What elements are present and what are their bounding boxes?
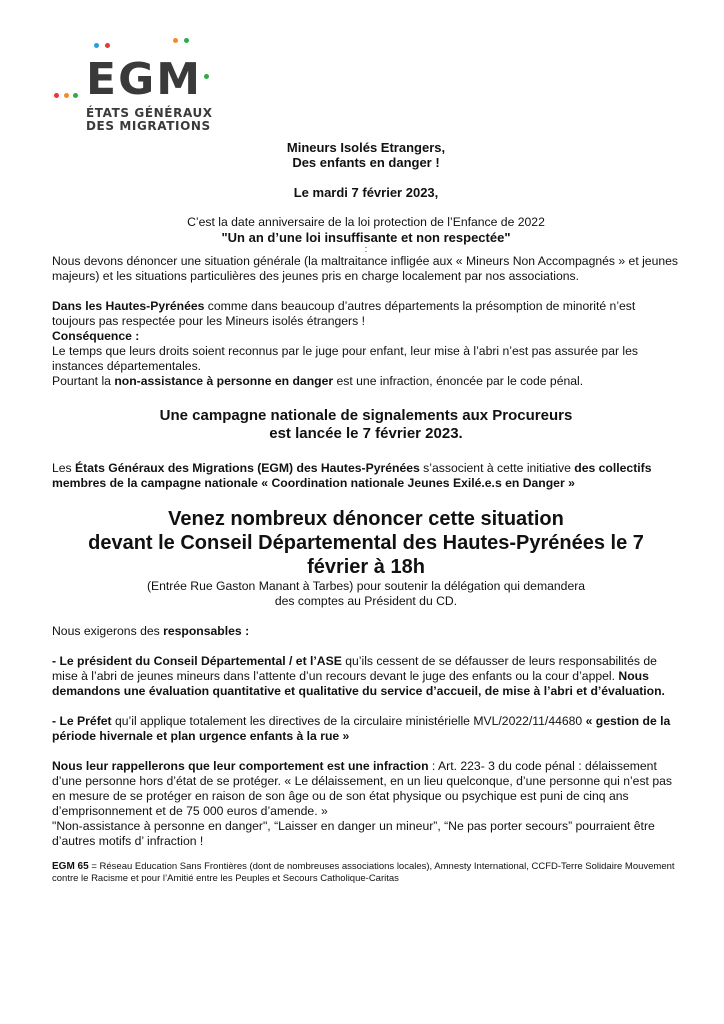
logo-dot-icon: [184, 38, 189, 43]
call-sub1: (Entrée Rue Gaston Manant à Tarbes) pour soutenir la délégation qui demandera: [146, 579, 586, 593]
logo-dot-icon: [204, 74, 209, 79]
hp-paragraph: [52, 299, 680, 329]
item2-text: qu’il applique totalement les directives de la circulaire ministérielle MVL/2022/11/44680: [111, 714, 586, 728]
reminder-paragraph: [52, 759, 680, 819]
item2-bold: - Le Préfet: [52, 714, 112, 728]
intro-paragraph: Nous devons dénoncer une situation générale (la maltraitance infligée aux « Mineurs Non Accompagnés » et jeunes majeurs) et les situations particulières des jeunes pris en charge localement par nos associations.: [52, 254, 679, 283]
footer-text: = Réseau Education Sans Frontières (dont de nombreuses associations locales), Amnesty International, CCFD-Terre Solidaire Mouvement contre le Racisme et pour l’Amitié entre les Peuples et Secours Catholique-Caritas: [52, 861, 675, 884]
reminder-text: : Art. 223- 3 du code pénal : délaissement d’une personne hors d’état de se protéger. « Le délaissement, en un lieu quelconque, d’une personne qui n’est pas en mesure de se protéger en raison de son âge ou de son état physique ou psychique est puni de cinq ans d’emprisonnement et de 75 000 euros d’amende. »: [52, 759, 672, 818]
logo-dot-icon: [94, 43, 99, 48]
campaign-line2: est lancée le 7 février 2023.: [269, 425, 463, 442]
assoc-bold1: États Généraux des Migrations (EGM) des Hautes-Pyrénées: [75, 461, 420, 475]
logo-letter-e: E: [86, 54, 119, 105]
assoc-pre: Les: [52, 461, 76, 475]
call-sub: [52, 579, 680, 609]
title-line2: Des enfants en danger !: [292, 155, 440, 170]
anniversary-line: C’est la date anniversaire de la loi protection de l’Enfance de 2022: [187, 215, 545, 229]
consequence-label: Conséquence :: [52, 329, 140, 343]
egm-assoc-paragraph: [52, 461, 680, 491]
event-date: Le mardi 7 février 2023,: [293, 185, 439, 200]
demand-item-2: [52, 714, 680, 744]
quote-line: "Un an d’une loi insuffisante et non respectée": [221, 230, 511, 245]
demands-intro: [52, 624, 680, 639]
campaign-heading: [52, 407, 680, 443]
logo-letter-g: G: [118, 54, 157, 105]
logo-line2: DES MIGRATIONS: [86, 119, 211, 133]
demand-item-1: [52, 654, 680, 699]
logo-dot-icon: [64, 93, 69, 98]
pourtant-bold: non-assistance à personne en danger: [114, 374, 334, 388]
item1-bold2: Nous demandons une évaluation quantitative et qualitative du service d’accueil, de mise à l’abri et d’évaluation.: [52, 669, 665, 698]
call-heading: [52, 507, 680, 579]
egm-logo: [52, 38, 222, 138]
logo-letter-m: M: [156, 54, 202, 105]
reminder-bold: Nous leur rappellerons que leur comportement est une infraction: [52, 759, 429, 773]
pourtant-line: [52, 374, 680, 389]
assoc-bold2: des collectifs membres de la campagne nationale « Coordination nationale Jeunes Exilé.e.s en Danger »: [52, 461, 652, 490]
hp-text: comme dans beaucoup d’autres départements la présomption de minorité n’est toujours pas respectée pour les Mineurs isolés étrangers !: [52, 299, 636, 328]
call-sub2: des comptes au Président du CD.: [274, 594, 458, 608]
item1-text: qu’ils cessent de se défausser de leurs responsabilités de mise à l’abri de jeunes mineurs dans l’attente d’un recours devant le juge des enfants ou la cour d’appel.: [52, 654, 657, 683]
call-line2: devant le Conseil Départemental des Hautes-Pyrénées le 7: [88, 532, 644, 554]
reminder-line2: "Non-assistance à personne en danger", “Laisser en danger un mineur”, “Ne pas porter secours” pourraient être d’autres motifs d’ infraction !: [52, 819, 655, 848]
call-line3: février à 18h: [307, 556, 425, 578]
assoc-mid: s’associent à cette initiative: [419, 461, 575, 475]
footer-bold: EGM 65: [52, 861, 89, 872]
pourtant-pre: Pourtant la: [52, 374, 115, 388]
demands-bold: responsables :: [163, 624, 250, 638]
demands-pre: Nous exigerons des: [52, 624, 164, 638]
logo-dot-icon: [173, 38, 178, 43]
logo-line1: ÉTATS GÉNÉRAUX: [86, 106, 213, 120]
pourtant-post: est une infraction, énoncée par le code pénal.: [333, 374, 584, 388]
campaign-line1: Une campagne nationale de signalements aux Procureurs: [159, 407, 573, 424]
logo-dot-icon: [105, 43, 110, 48]
consequence-text: Le temps que leurs droits soient reconnus par le juge pour enfant, leur mise à l’abri n’est pas assurée par les instances départementales.: [52, 344, 638, 373]
logo-dot-icon: [73, 93, 78, 98]
header-title: [52, 140, 680, 200]
item2-bold2: « gestion de la période hivernale et plan urgence enfants à la rue »: [52, 714, 671, 743]
call-line1: Venez nombreux dénoncer cette situation: [168, 508, 564, 530]
item1-bold: - Le président du Conseil Départemental / et l’ASE: [52, 654, 342, 668]
logo-dot-icon: [54, 93, 59, 98]
title-line1: Mineurs Isolés Etrangers,: [286, 140, 446, 155]
footer-note: [52, 861, 680, 885]
document-body: [52, 140, 680, 885]
colon: :: [364, 244, 368, 254]
hp-strong: Dans les Hautes-Pyrénées: [52, 299, 205, 313]
